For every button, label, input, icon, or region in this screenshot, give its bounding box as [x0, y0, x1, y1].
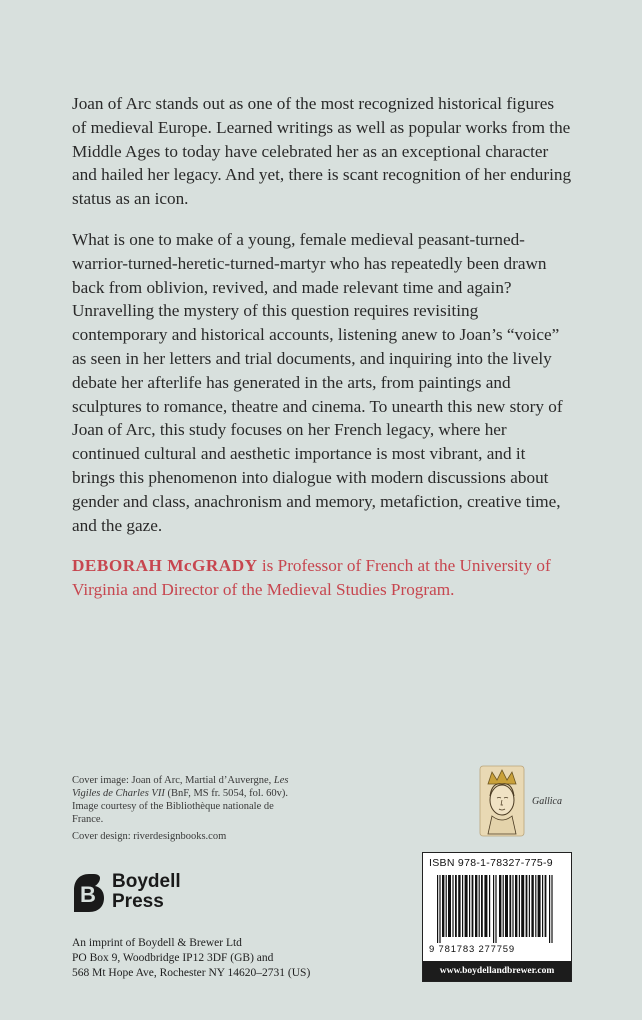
logo-letter: B — [80, 882, 96, 907]
author-bio — [72, 554, 572, 602]
publisher-name: Boydell Press — [112, 871, 181, 912]
author-bio-text: is Professor of French at the University of Virginia and Director of the Medieval Studies Program. — [72, 556, 551, 600]
boydell-press-logo — [72, 870, 232, 918]
publisher-imprint — [72, 936, 392, 981]
isbn-text: ISBN 978-1-78327-775-9 — [429, 857, 553, 869]
blurb-paragraph-2: What is one to make of a young, female medieval peasant-turned-warrior-turned-heretic-turned-martyr who has repeatedly been drawn back from oblivion, revived, and made relevant time and again? Unravelling the mystery of this question requires revisiting contemporary and historical accounts, listening anew to Joan’s “voice” as seen in her letters and trial documents, and inquiring into the lively debate her afterlife has generated in the arts, from paintings and sculptures to romance, theatre and cinema. To unearth this new story of Joan of Arc, this study focuses on her French legacy, where her continued cultural and aesthetic importance is most vibrant, and it brings this phenomenon into dialogue with modern discussions about gender and class, anachronism and memory, metafiction, creative time, and the gaze. — [72, 229, 563, 535]
barcode-digits: 9 781783 277759 — [429, 944, 515, 955]
back-cover-blurb — [72, 92, 572, 619]
imprint-line-2: PO Box 9, Woodbridge IP12 3DF (GB) and — [72, 952, 274, 964]
imprint-line-1: An imprint of Boydell & Brewer Ltd — [72, 937, 242, 949]
cover-image-title: Les Vigiles de Charles VII — [72, 775, 289, 799]
author-name: DEBORAH McGRADY — [72, 556, 258, 576]
publisher-website[interactable]: www.boydellandbrewer.com — [423, 961, 571, 981]
barcode-panel — [422, 852, 572, 982]
joan-portrait-icon — [478, 762, 532, 840]
blurb-paragraph-1: Joan of Arc stands out as one of the most recognized historical figures of medieval Europe. Learned writings as well as popular works from the Middle Ages to today have celebrated her as an exceptional character and hailed her legacy. And yet, there is scant recognition of her enduring status as an icon. — [72, 94, 572, 209]
cover-credits — [72, 774, 292, 847]
cover-design-credit: Cover design: riverdesignbooks.com — [72, 831, 227, 842]
imprint-line-3: 568 Mt Hope Ave, Rochester NY 14620–2731 (US) — [72, 967, 311, 979]
barcode-icon — [433, 875, 561, 943]
gallica-label: Gallica — [532, 796, 562, 807]
gallica-badge — [478, 762, 588, 842]
boydell-logo-icon — [72, 872, 106, 914]
cover-image-credit: Cover image: Joan of Arc, Martial d’Auvergne, Les Vigiles de Charles VII (BnF, MS fr. 5054, fol. 60v). Image courtesy of the Bibliothèque nationale de France. — [72, 775, 289, 825]
